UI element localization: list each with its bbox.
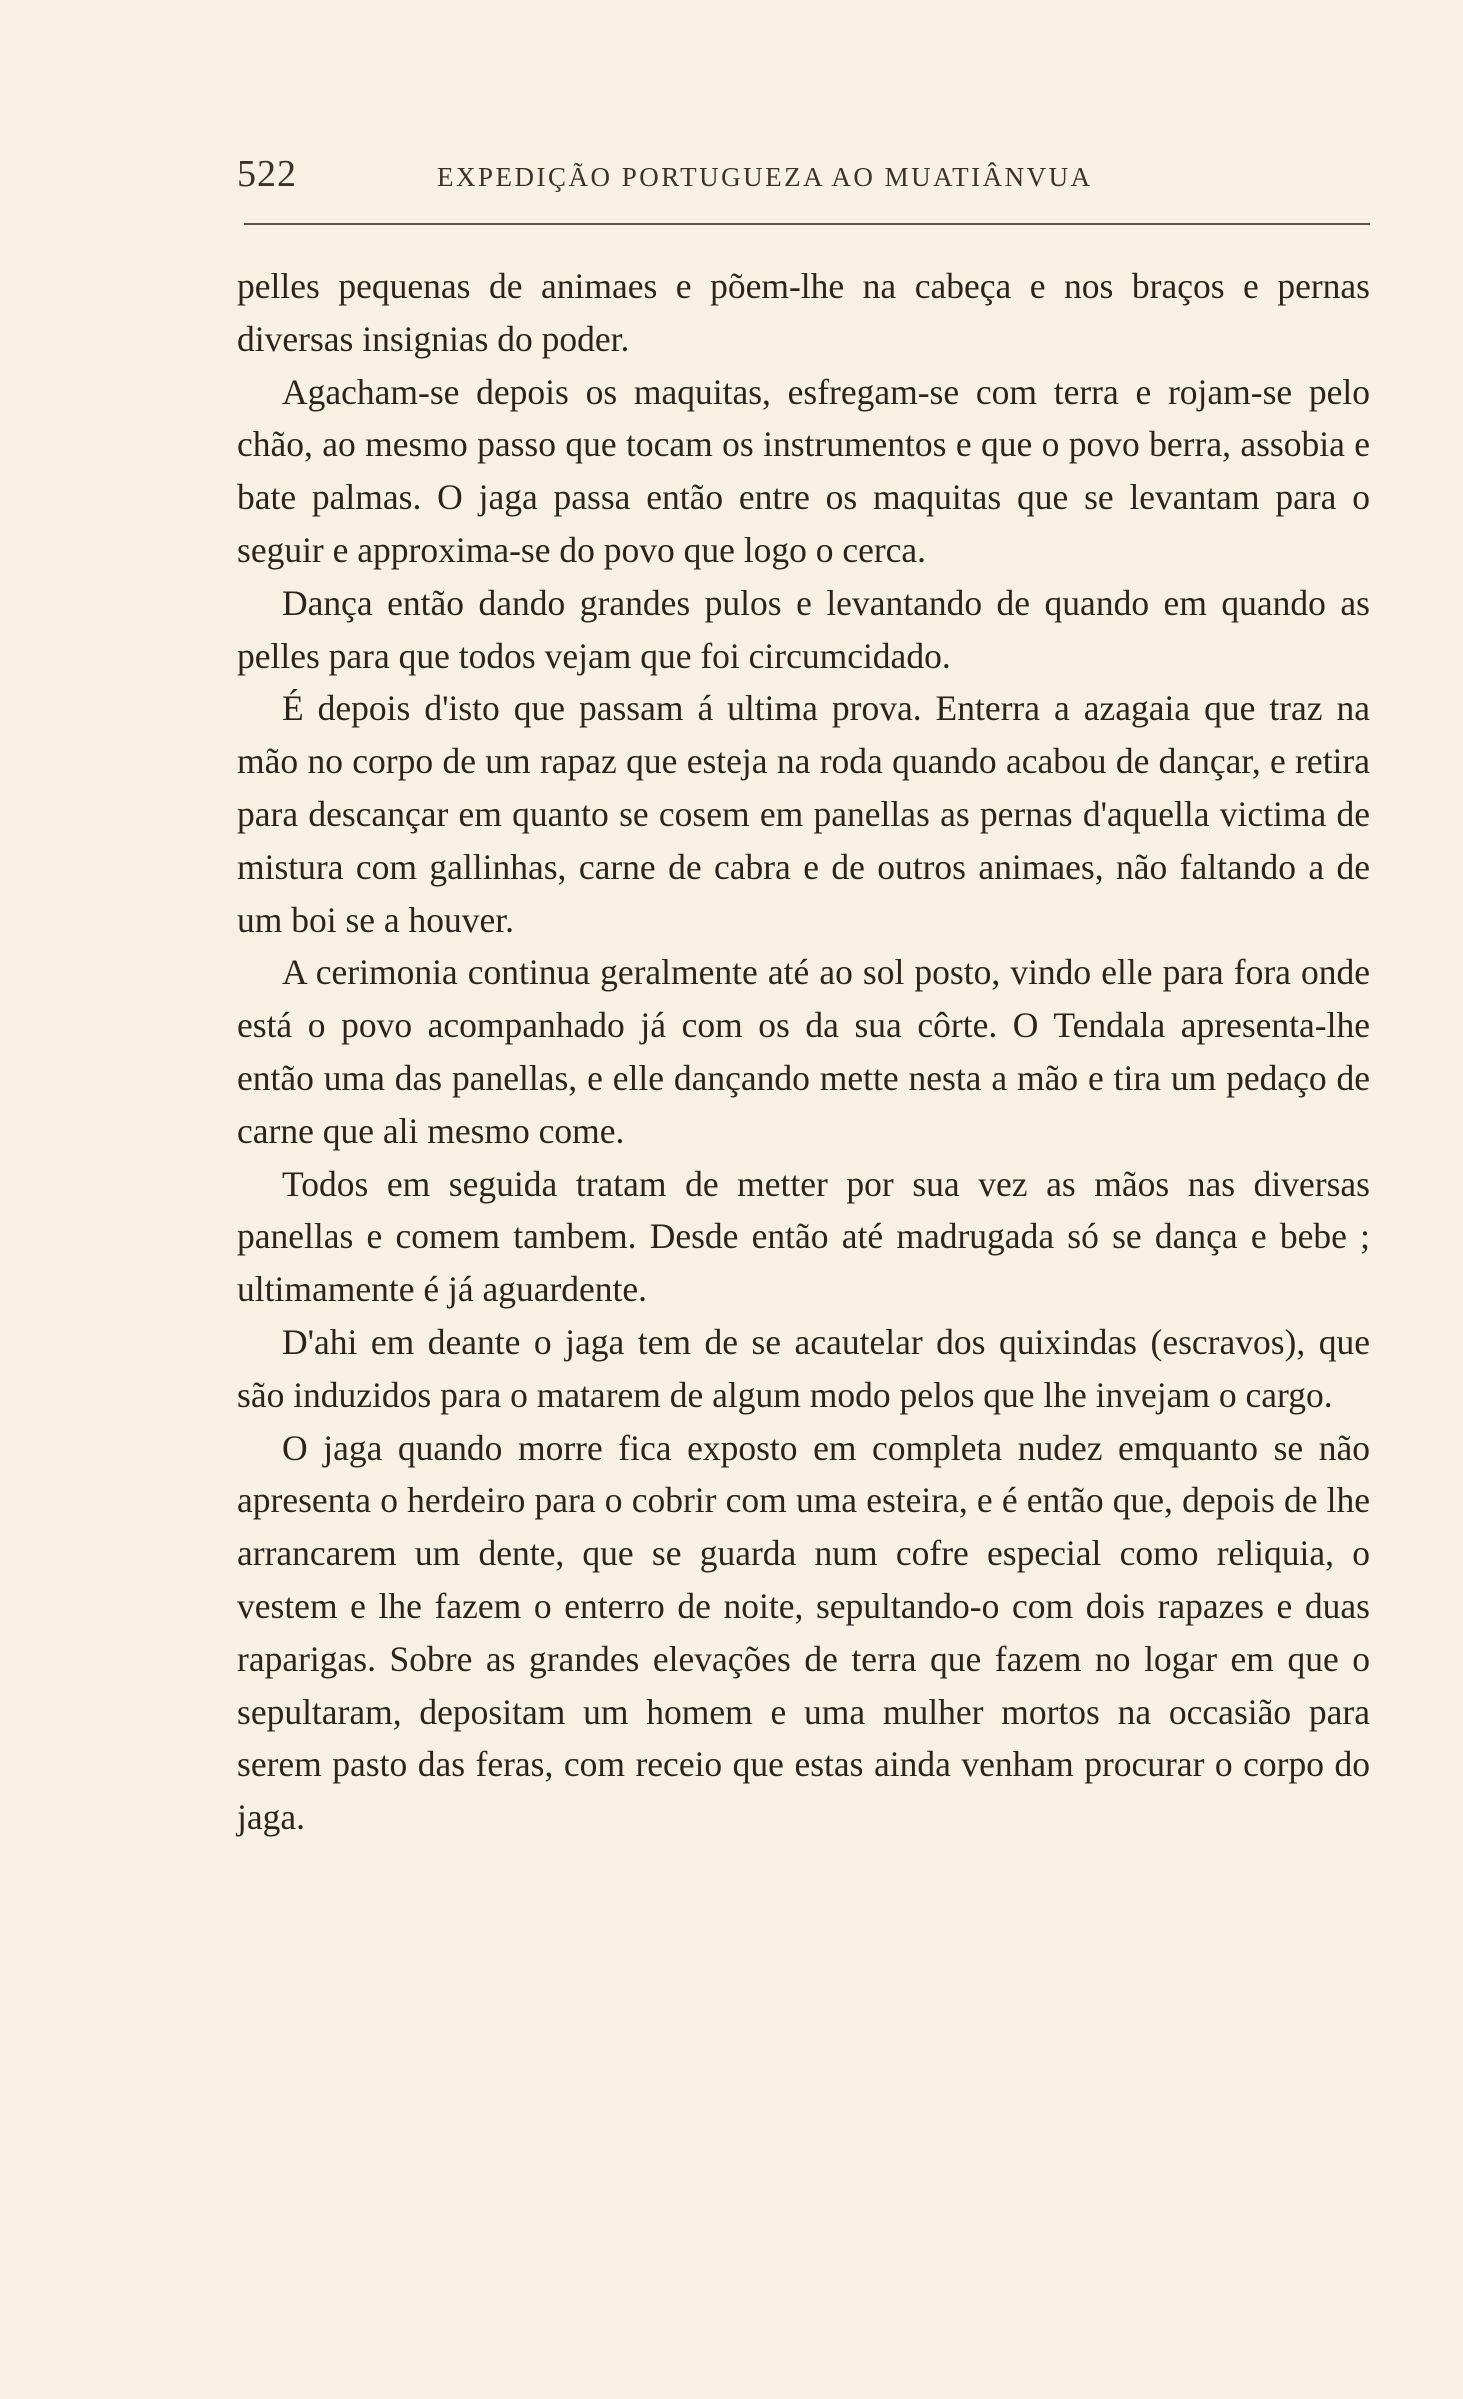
paragraph: Todos em seguida tratam de metter por sua vez as mãos nas diversas panellas e comem tambem. Desde então até madrugada só se dança e bebe ; ultimamente é já aguardente.: [237, 1163, 1370, 1310]
paragraph: Agacham-se depois os maquitas, esfregam-se com terra e rojam-se pelo chão, ao mesmo passo que tocam os instrumentos e que o povo berra, assobia e bate palmas. O jaga passa então entre os maquitas que se levantam para o seguir e approxima-se do povo que logo o cerca.: [237, 371, 1370, 570]
paragraph: D'ahi em deante o jaga tem de se acautelar dos quixindas (escravos), que são induzidos para o matarem de algum modo pelos que lhe invejam o cargo.: [237, 1321, 1370, 1415]
running-title: EXPEDIÇÃO PORTUGUEZA AO MUATIÂNVUA: [437, 162, 1093, 192]
paragraph: Dança então dando grandes pulos e levantando de quando em quando as pelles para que todos vejam que foi circumcidado.: [237, 582, 1370, 676]
paragraph: A cerimonia continua geralmente até ao sol posto, vindo elle para fora onde está o povo acompanhado já com os da sua côrte. O Tendala apresenta-lhe então uma das panellas, e elle dançando mette nesta a mão e tira um pedaço de carne que ali mesmo come.: [237, 952, 1370, 1151]
paragraph: pelles pequenas de animaes e põem-lhe na cabeça e nos braços e pernas diversas insignias do poder.: [237, 266, 1370, 359]
header-rule: [244, 223, 1370, 225]
page-number: 522: [237, 153, 297, 195]
body-text: [237, 260, 1370, 1844]
paragraph: É depois d'isto que passam á ultima prova. Enterra a azagaia que traz na mão no corpo de um rapaz que esteja na roda quando acabou de dançar, e retira para descançar em quanto se cosem em panellas as pernas d'aquella victima de mistura com gallinhas, carne de cabra e de outros animaes, não faltando a de um boi se a houver.: [237, 688, 1370, 940]
paragraph: O jaga quando morre fica exposto em completa nudez emquanto se não apresenta o herdeiro para o cobrir com uma esteira, e é então que, depois de lhe arrancarem um dente, que se guarda num cofre especial como reliquia, o vestem e lhe fazem o enterro de noite, sepultando-o com dois rapazes e duas raparigas. Sobre as grandes elevações de terra que fazem no logar em que o sepultaram, depositam um homem e uma mulher mortos na occasião para serem pasto das feras, com receio que estas ainda venham procurar o corpo do jaga.: [237, 1427, 1370, 1838]
page-header: [237, 148, 1372, 208]
